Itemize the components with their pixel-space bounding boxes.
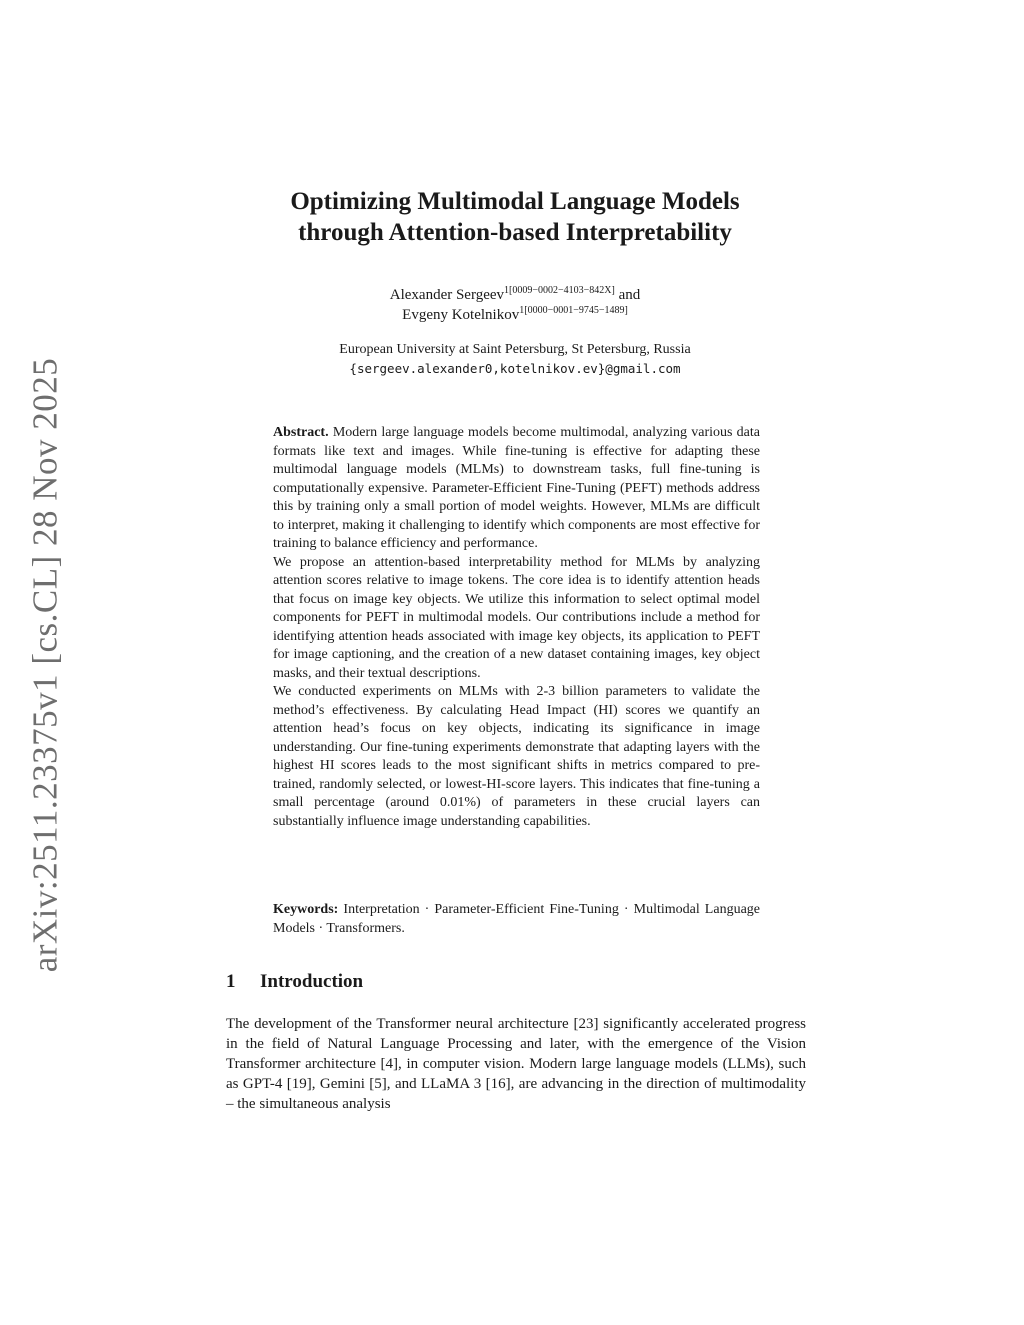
section-number: 1: [226, 971, 236, 992]
keywords-text: Interpretation · Parameter-Efficient Fine-Tuning · Multimodal Language Models · Transformers.: [273, 902, 760, 936]
author-orcid: 1[0009−0002−4103−842X]: [504, 285, 615, 296]
author-list: [250, 285, 780, 325]
abstract: [273, 424, 760, 831]
author-conjunction: and: [614, 287, 641, 303]
abstract-paragraph: We conducted experiments on MLMs with 2-3 billion parameters to validate the method’s effectiveness. By calculating Head Impact (HI) scores we quantify an attention head’s focus on key objects, indicating its significance in image understanding. Our fine-tuning experiments demonstrate that adapting layers with the highest HI scores leads to the most significant shifts in metrics compared to pre-trained, randomly selected, or lowest-HI-score layers. This indicates that fine-tuning a small percentage (around 0.01%) of parameters in these crucial layers can substantially influence image understanding capabilities.: [273, 684, 760, 829]
affiliation-block: [250, 340, 780, 378]
abstract-paragraph: We propose an attention-based interpretability method for MLMs by analyzing attention scores relative to image tokens. The core idea is to identify attention heads that focus on image key objects. We utilize this information to select optimal model components for PEFT in multimodal models. Our contributions include a method for identifying attention heads associated with image key objects, its application to PEFT for image captioning, and the creation of a new dataset containing images, key object masks, and their textual descriptions.: [273, 554, 760, 681]
author-orcid: 1[0000−0001−9745−1489]: [519, 305, 628, 316]
author-name: Evgeny Kotelnikov: [402, 307, 520, 323]
keywords-label: Keywords:: [273, 902, 339, 917]
author-1: [250, 285, 780, 305]
arxiv-identifier: arXiv:2511.23375v1 [cs.CL] 28 Nov 2025: [25, 357, 64, 973]
author-emails: {sergeev.alexander0,kotelnikov.ev}@gmail.com: [349, 361, 681, 376]
paper-title: [200, 186, 830, 248]
arxiv-side-label: [20, 357, 70, 973]
author-name: Alexander Sergeev: [389, 287, 505, 303]
title-line-1: Optimizing Multimodal Language Models: [290, 188, 740, 215]
abstract-paragraph: [273, 424, 760, 554]
keywords: [273, 901, 760, 938]
section-heading: [226, 970, 806, 994]
intro-paragraph: The development of the Transformer neural architecture [23] significantly accelerated progress in the field of Natural Language Processing and later, with the emergence of the Vision Transformer architecture [4], in computer vision. Modern large language models (LLMs), such as GPT-4 [19], Gemini [5], and LLaMA 3 [16], are advancing in the direction of multimodality – the simultaneous analysis: [226, 1016, 806, 1112]
author-2: [250, 305, 780, 325]
section-title: Introduction: [260, 971, 364, 992]
title-line-2: through Attention-based Interpretability: [298, 219, 732, 246]
abstract-text: Modern large language models become multimodal, analyzing various data formats like text and images. While fine-tuning is effective for adapting these multimodal language models (MLMs) to downstream tasks, full fine-tuning is computationally expensive. Parameter-Efficient Fine-Tuning (PEFT) methods address this by training only a small portion of model weights. However, MLMs are difficult to interpret, making it challenging to identify which components are most effective for training to balance efficiency and performance.: [273, 425, 760, 551]
abstract-label: Abstract.: [273, 425, 329, 440]
affiliation: European University at Saint Petersburg, St Petersburg, Russia: [339, 342, 691, 357]
